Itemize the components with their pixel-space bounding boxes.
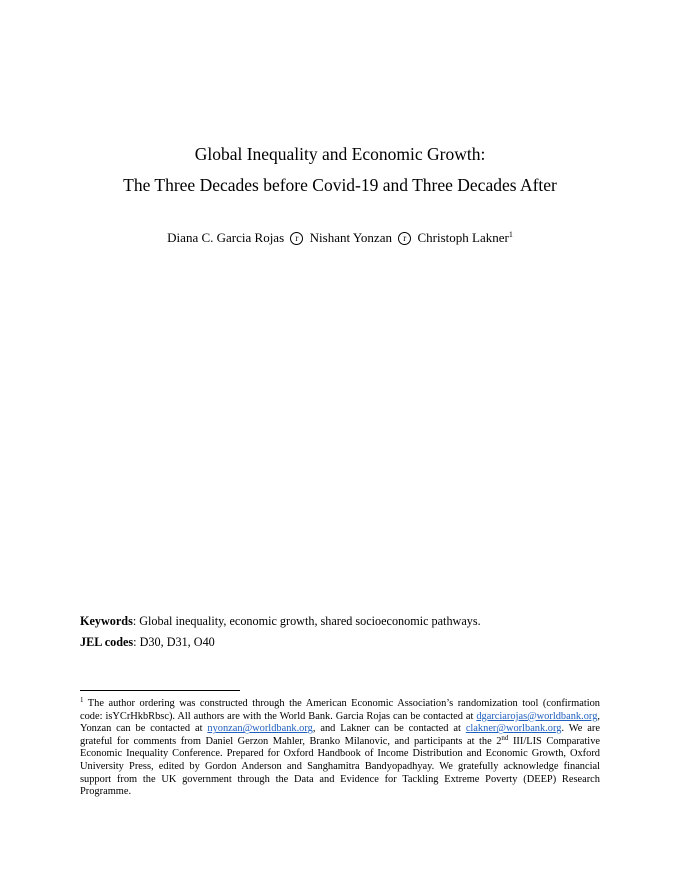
keywords-label: Keywords [80,614,133,628]
email-link-garcia-rojas[interactable]: dgarciarojas@worldbank.org [476,710,598,722]
author-name: Diana C. Garcia Rojas [167,230,285,245]
author-name: Nishant Yonzan [309,230,392,245]
footnote [80,698,600,799]
footnote-mark: 1 [80,696,84,704]
footnote-text: The author ordering was constructed through the American Economic Association’s randomization tool (confirmation code: isYCrHkbRbsc). All authors are with the World Bank. Garcia Rojas can be contacted at [80,698,600,722]
author-list [0,229,680,247]
random-order-symbol: r [398,232,411,245]
email-link-lakner[interactable]: clakner@worlbank.org [465,723,562,735]
keywords-text: : Global inequality, economic growth, shared socioeconomic pathways. [132,614,481,628]
random-order-symbol: r [290,232,303,245]
footnote-text: , and Lakner can be contacted at [312,723,466,735]
author-name: Christoph Lakner [417,230,509,245]
footnote-text: . We are grateful for comments from Daniel Gerzon Mahler, Branko Milanovic, and participants at the 2 [80,723,600,747]
footnote-reference[interactable]: 1 [508,230,513,239]
footnote-text: , Yonzan can be contacted at [80,710,600,735]
ordinal-suffix: nd [501,733,509,742]
paper-title-line-2: The Three Decades before Covid-19 and Three Decades After [123,175,557,195]
jel-codes-line [80,634,600,650]
keywords-line [80,613,600,629]
jel-codes-text: : D30, D31, O40 [133,635,215,649]
footnote-separator [80,690,240,691]
footnote-text: III/LIS Comparative Economic Inequality Conference. Prepared for Oxford Handbook of Income Distribution and Economic Growth, Oxford University Press, edited by Gordon Anderson and Sanghamitra Bandyopadhyay. We gratefully acknowledge financial support from the UK government through the Data and Evidence for Tackling Extreme Poverty (DEEP) Research Programme. [80,735,600,798]
email-link-yonzan[interactable]: nyonzan@worldbank.org [207,723,313,735]
jel-codes-label: JEL codes [80,635,134,649]
paper-title-line-1: Global Inequality and Economic Growth: [194,144,486,164]
